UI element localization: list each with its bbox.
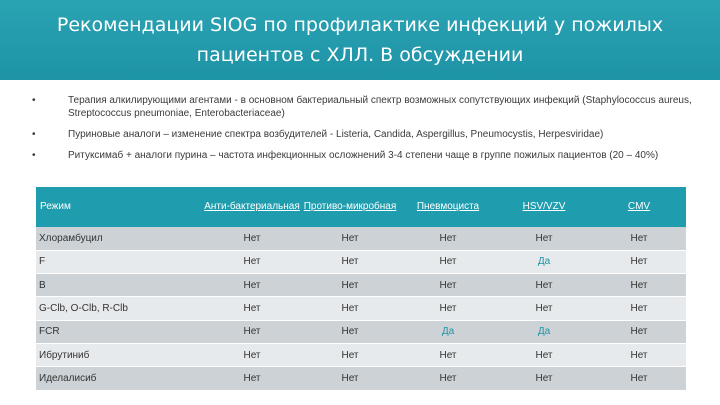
table-row xyxy=(36,297,686,320)
table-cell: Нет xyxy=(204,227,300,250)
table-cell: Да xyxy=(496,250,592,273)
table-cell: Нет xyxy=(300,297,400,320)
table-cell: Нет xyxy=(400,250,496,273)
table-cell: Нет xyxy=(204,274,300,297)
table-cell: Нет xyxy=(204,320,300,343)
column-header-antimicrobial: Противо-микробная xyxy=(300,187,400,227)
table-cell: Нет xyxy=(204,250,300,273)
table-cell: Нет xyxy=(204,343,300,366)
table-cell: Нет xyxy=(496,367,592,390)
regimen-cell: Иделалисиб xyxy=(36,367,204,390)
table-cell: Нет xyxy=(400,367,496,390)
bullet-text: Ритуксимаб + аналоги пурина – частота инфекционных осложнений 3-4 степени чаще в группе пожилых пациентов (20 – 40%) xyxy=(68,150,659,161)
table-row xyxy=(36,320,686,343)
regimen-cell: G-Clb, O-Clb, R-Clb xyxy=(36,297,204,320)
table-cell: Нет xyxy=(496,274,592,297)
table-cell: Нет xyxy=(592,274,686,297)
table-row xyxy=(36,250,686,273)
table-row xyxy=(36,343,686,366)
table-cell: Нет xyxy=(592,227,686,250)
table-row xyxy=(36,227,686,250)
table-cell: Да xyxy=(400,320,496,343)
table-cell: Нет xyxy=(592,367,686,390)
bullet-marker: • xyxy=(32,95,36,106)
table-row xyxy=(36,367,686,390)
table-cell: Нет xyxy=(300,250,400,273)
table-cell: Нет xyxy=(400,297,496,320)
bullet-item xyxy=(30,149,700,162)
regimen-cell: B xyxy=(36,274,204,297)
table-cell: Нет xyxy=(496,343,592,366)
table-cell: Нет xyxy=(592,297,686,320)
table-cell: Нет xyxy=(204,297,300,320)
bullet-marker: • xyxy=(32,150,36,161)
slide-header xyxy=(0,0,720,80)
regimens-table xyxy=(36,187,686,391)
bullet-list xyxy=(30,94,700,170)
regimen-cell: Хлорамбуцил xyxy=(36,227,204,250)
table-cell: Нет xyxy=(300,274,400,297)
table-cell: Нет xyxy=(300,343,400,366)
regimen-cell: FCR xyxy=(36,320,204,343)
table-cell: Нет xyxy=(300,367,400,390)
table-cell: Нет xyxy=(300,227,400,250)
table-cell: Да xyxy=(496,320,592,343)
column-header-pneumocystis: Пневмоциста xyxy=(400,187,496,227)
table-row xyxy=(36,274,686,297)
table-cell: Нет xyxy=(496,297,592,320)
table-header-row xyxy=(36,187,686,227)
bullet-text: Терапия алкилирующими агентами - в основном бактериальный спектр возможных сопутствующих инфекций (Staphylococcus aureus, Streptococcus pneumoniae, Enterobacteriaceae) xyxy=(68,95,692,119)
table-body xyxy=(36,227,686,390)
table-cell: Нет xyxy=(592,250,686,273)
column-header-regimen: Режим xyxy=(36,187,204,227)
table-cell: Нет xyxy=(592,343,686,366)
table-cell: Нет xyxy=(592,320,686,343)
bullet-marker: • xyxy=(32,129,36,140)
table-cell: Нет xyxy=(400,343,496,366)
slide-title: Рекомендации SIOG по профилактике инфекций у пожилых пациентов с ХЛЛ. В обсуждении xyxy=(56,14,664,66)
table-cell: Нет xyxy=(300,320,400,343)
bullet-item xyxy=(30,94,700,120)
regimen-cell: F xyxy=(36,250,204,273)
table-cell: Нет xyxy=(204,367,300,390)
table-cell: Нет xyxy=(400,227,496,250)
column-header-antibacterial: Анти-бактериальная xyxy=(204,187,300,227)
bullet-item xyxy=(30,128,700,141)
bullet-text: Пуриновые аналоги – изменение спектра возбудителей - Listeria, Candida, Aspergillus, Pneumocystis, Herpesviridae) xyxy=(68,129,604,140)
column-header-hsv-vzv: HSV/VZV xyxy=(496,187,592,227)
column-header-cmv: CMV xyxy=(592,187,686,227)
table-cell: Нет xyxy=(496,227,592,250)
table-cell: Нет xyxy=(400,274,496,297)
regimen-cell: Ибрутиниб xyxy=(36,343,204,366)
